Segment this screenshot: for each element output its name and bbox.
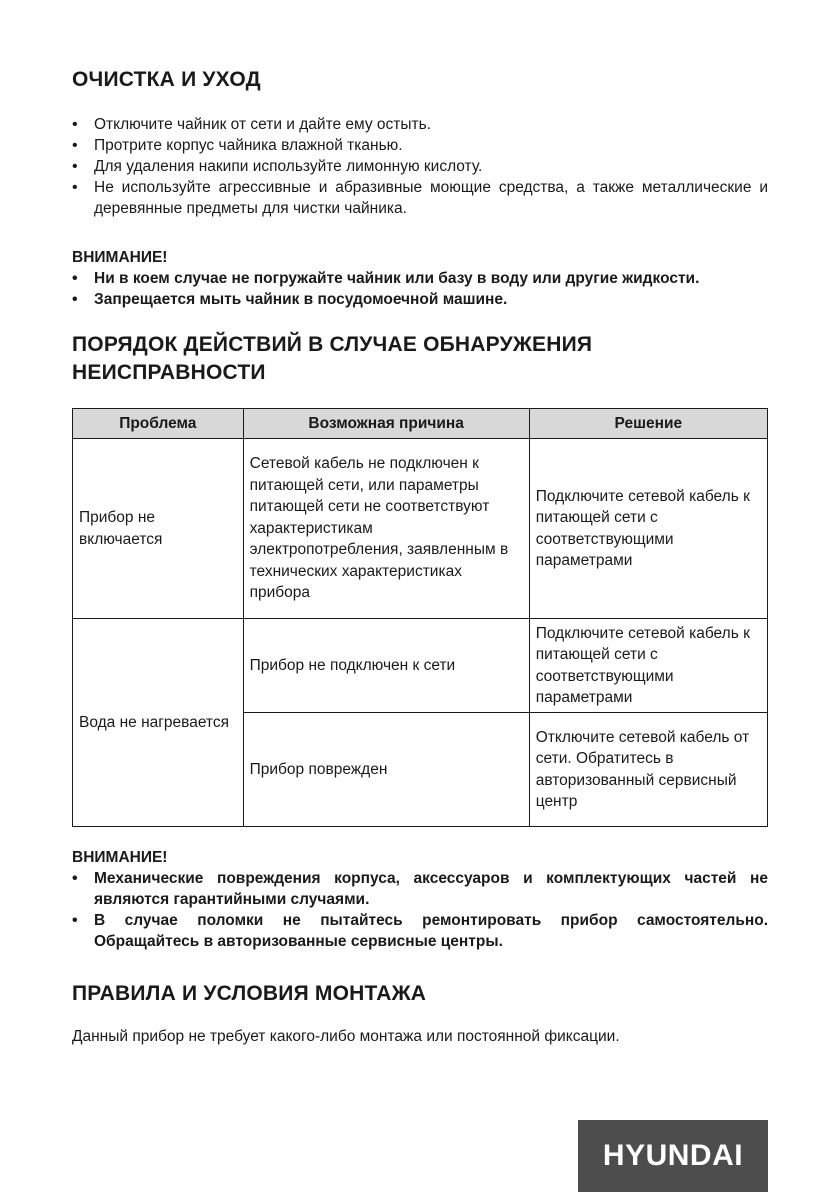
- list-item: • Не используйте агрессивные и абразивные моющие средства, а также металлические и деревянные предметы для чистки чайника.: [72, 177, 768, 219]
- table-row: [73, 619, 768, 713]
- list-item: • Ни в коем случае не погружайте чайник или базу в воду или другие жидкости.: [72, 268, 768, 289]
- list-item: • В случае поломки не пытайтесь ремонтировать прибор самостоятельно. Обращайтесь в авторизованные сервисные центры.: [72, 910, 768, 952]
- list-item: • Для удаления накипи используйте лимонную кислоту.: [72, 156, 768, 177]
- warning-block-1: [72, 247, 768, 310]
- cause-cell: Прибор поврежден: [243, 713, 529, 827]
- cause-cell: Сетевой кабель не подключен к питающей сети, или параметры питающей сети не соответствуют характеристикам электропотребления, заявленным в технических характеристиках прибора: [243, 439, 529, 619]
- header-solution: Решение: [529, 409, 767, 439]
- warning-list: [72, 868, 768, 952]
- header-problem: Проблема: [73, 409, 244, 439]
- warning-title: ВНИМАНИЕ!: [72, 249, 168, 266]
- list-item: • Механические повреждения корпуса, аксессуаров и комплектующих частей не являются гарантийными случаями.: [72, 868, 768, 910]
- list-item: • Протрите корпус чайника влажной тканью.: [72, 135, 768, 156]
- care-heading: ОЧИСТКА И УХОД: [72, 68, 261, 91]
- warning-list: [72, 268, 768, 310]
- solution-cell: Подключите сетевой кабель к питающей сети с соответствующими параметрами: [529, 439, 767, 619]
- solution-cell: Подключите сетевой кабель к питающей сети с соответствующими параметрами: [529, 619, 767, 713]
- table-row: [73, 439, 768, 619]
- header-cause: Возможная причина: [243, 409, 529, 439]
- installation-text: Данный прибор не требует какого-либо монтажа или постоянной фиксации.: [72, 1028, 620, 1045]
- problem-cell: Вода не нагревается: [73, 619, 244, 827]
- troubleshooting-table: [72, 408, 768, 827]
- warning-block-2: [72, 847, 768, 952]
- warning-title: ВНИМАНИЕ!: [72, 849, 168, 866]
- problem-cell: Прибор не включается: [73, 439, 244, 619]
- hyundai-logo: HYUNDAI: [578, 1120, 768, 1192]
- solution-cell: Отключите сетевой кабель от сети. Обратитесь в авторизованный сервисный центр: [529, 713, 767, 827]
- cause-cell: Прибор не подключен к сети: [243, 619, 529, 713]
- table-header-row: [73, 409, 768, 439]
- list-item: • Запрещается мыть чайник в посудомоечной машине.: [72, 289, 768, 310]
- list-item: • Отключите чайник от сети и дайте ему остыть.: [72, 114, 768, 135]
- care-list: [72, 114, 768, 219]
- installation-heading: ПРАВИЛА И УСЛОВИЯ МОНТАЖА: [72, 982, 427, 1005]
- troubleshooting-heading: ПОРЯДОК ДЕЙСТВИЙ В СЛУЧАЕ ОБНАРУЖЕНИЯ НЕИСПРАВНОСТИ: [72, 333, 593, 384]
